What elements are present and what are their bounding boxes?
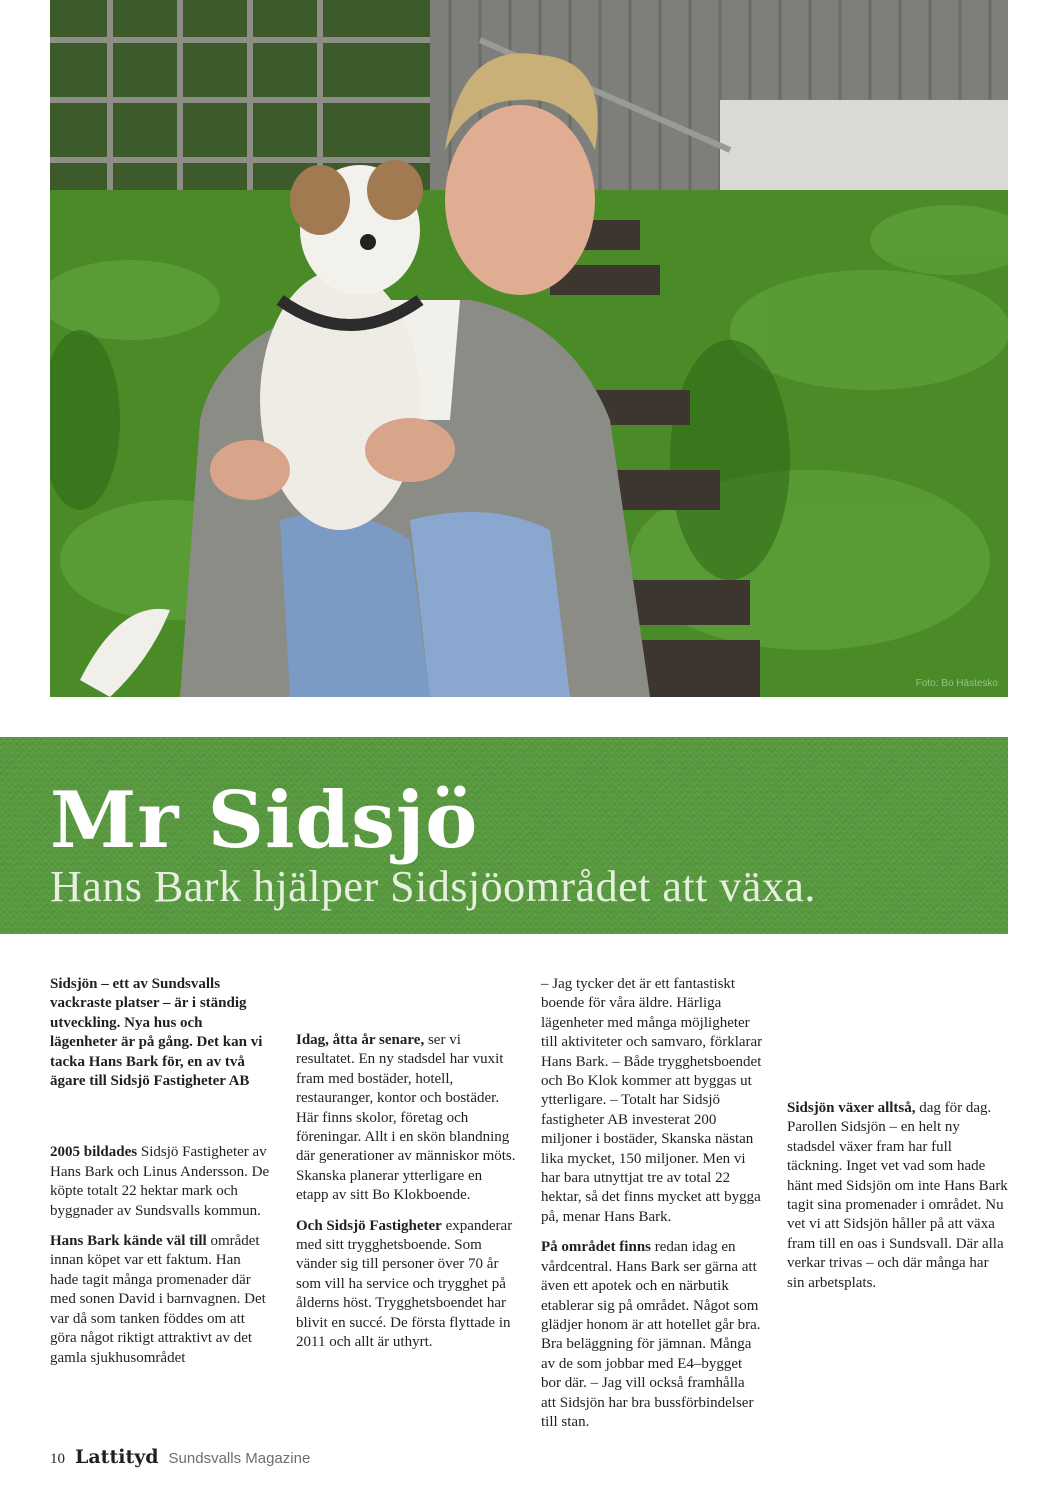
paragraph <box>541 975 763 1227</box>
text-column-4 <box>787 1099 1009 1304</box>
paragraph <box>50 1232 272 1368</box>
text-column-1 <box>50 975 272 1379</box>
paragraph-heading: Sidsjön växer alltså, <box>787 1100 916 1116</box>
paragraph-heading: Hans Bark kände väl till <box>50 1233 207 1250</box>
paragraph <box>296 1031 518 1206</box>
text-column-2 <box>296 1031 518 1364</box>
paragraph <box>787 1099 1009 1293</box>
paragraph <box>296 1217 518 1353</box>
paragraph-text: redan idag en vårdcentral. Hans Bark ser gärna att även ett apotek och en närbutik etablerar sig på området. Något som glädjer honom är att hotellet går bra. Bra beläggning för jämnan. Många av de som jobbar med E4–bygget bor där. – Jag vill också framhålla att Sidsjön har bra bussförbindelser till stan. <box>541 1239 761 1430</box>
paragraph-heading: 2005 bildades <box>50 1144 138 1161</box>
photo-credit: Foto: Bo Hästesko <box>915 678 998 689</box>
paragraph-text: Sidsjö Fastigheter av Hans Bark och Linus Andersson. De köpte totalt 22 hektar mark och byggnader av Sundsvalls kommun. <box>50 1144 270 1219</box>
article-title: Mr Sidsjö <box>50 775 479 866</box>
magazine-name: Sundsvalls Magazine <box>168 1450 311 1467</box>
page-number: 10 <box>50 1451 65 1467</box>
text-column-3 <box>541 975 763 1443</box>
paragraph <box>50 1143 272 1221</box>
article-lead: Sidsjön – ett av Sundsvalls vackraste platser – är i ständig utveckling. Nya hus och lägenheter är på gång. Det kan vi tacka Hans Bark för, en av två ägare till Sidsjö Fastigheter AB <box>50 976 263 1090</box>
paragraph-heading: På området finns <box>541 1239 651 1256</box>
paragraph-heading: Idag, åtta år senare, <box>296 1032 425 1048</box>
paragraph-text: dag för dag. Parollen Sidsjön – en helt ny stadsdel växer fram har full täckning. Inget vet vad som hade hänt med Sidsjön om inte Hans Bark tagit sina promenader i området. Nu vet vi att Sidsjön håller på att växa fram till en oas i Sundsvall. Där alla verkar trivas – och där många har sin arbetsplats. <box>787 1100 1008 1291</box>
article-subtitle: Hans Bark hjälper Sidsjöområdet att växa. <box>50 862 816 911</box>
paragraph-heading: Och Sidsjö Fastigheter <box>296 1217 442 1234</box>
title-banner <box>0 737 1008 934</box>
magazine-logo: Lattityd <box>75 1446 159 1468</box>
paragraph-text: ser vi resultatet. En ny stadsdel har vuxit fram med bostäder, hotell, restauranger, kontor och bostäder. Här finns skolor, företag och föreningar. Allt i en skön blandning där generationer av människor möts. Skanska planerar ytterligare en etapp av sitt Bo Klokboende. <box>296 1032 516 1204</box>
page-footer <box>50 1446 310 1470</box>
paragraph-text: – Jag tycker det är ett fantastiskt boende för våra äldre. Härliga lägenheter med många möjligheter till aktiviteter och samvaro, förklarar Hans Bark. – Både trygghetsboendet och Bo Klok kommer att byggas ut ytterligare. – Totalt har Sidsjö fastigheter AB investerat 200 miljoner i bostäder, Skanska nästan lika mycket, 150 miljoner. Men vi har bara utnyttjat tre av total 22 hektar, så det finns mycket att bygga på, menar Hans Bark. <box>541 976 763 1225</box>
article-photo <box>50 0 1008 697</box>
paragraph-text: expanderar med sitt trygghetsboende. Som vänder sig till personer över 70 år som vill ha service och trygghet på ålderns höst. Trygghetsboendet har blivit en succé. De första flyttade in 2011 och allt är uthyrt. <box>296 1217 513 1351</box>
paragraph <box>541 1238 763 1432</box>
paragraph-text: området innan köpet var ett faktum. Han hade tagit många promenader där med sonen David i barnvagnen. Det var då som tanken föddes om att göra något riktigt attraktivt av det gamla sjukhusområdet <box>50 1233 266 1366</box>
photo-illustration <box>50 0 1008 697</box>
